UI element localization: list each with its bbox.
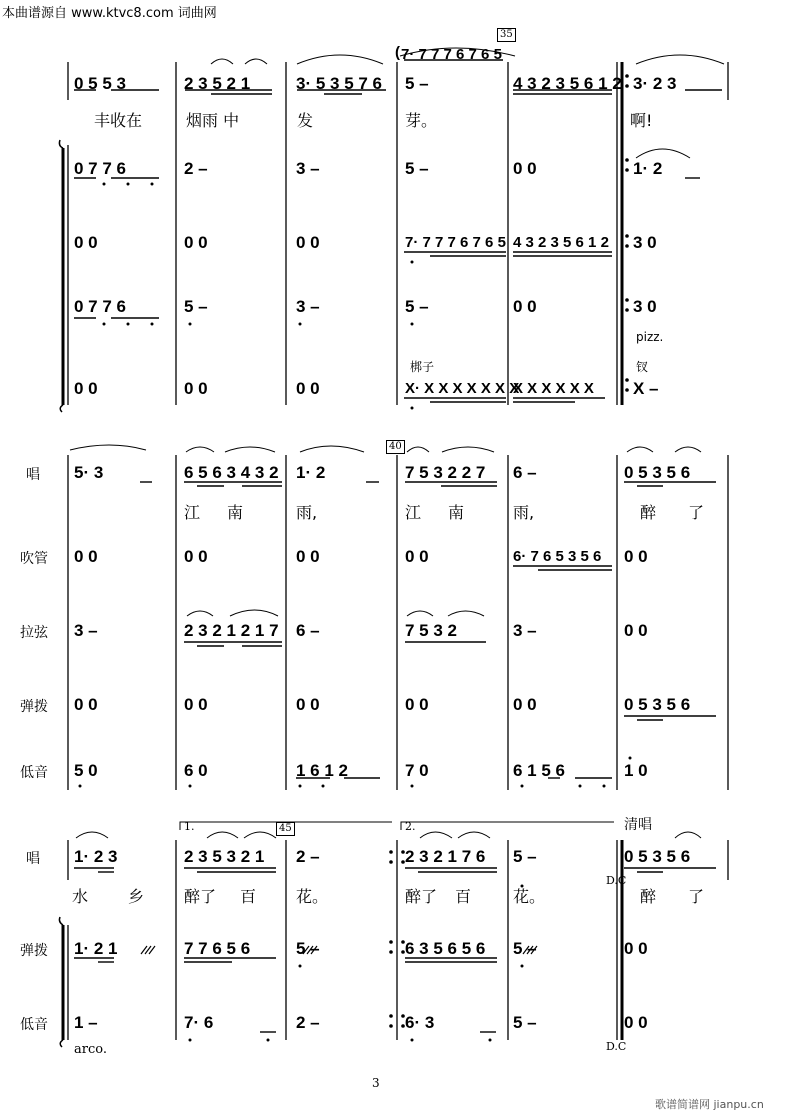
erhu-m4: 7· 7 7 7 6 7 6 5 <box>405 234 506 251</box>
page-number: 3 <box>372 1076 380 1090</box>
vocal-m5: 4 3 2 3 5 6 1 2 <box>513 74 622 93</box>
vocal-m6: 3· 2 3 <box>633 74 677 93</box>
wind2-m2: 0 0 <box>184 547 208 566</box>
strings2-m6: 0 0 <box>624 621 648 640</box>
bass3-m1: 1 – <box>74 1013 98 1032</box>
vocal-m4: 5 – <box>405 74 429 93</box>
pluck3-m1: 1· 2 1 <box>74 939 118 958</box>
erhu-m6: 3 0 <box>633 233 657 252</box>
lyric: 醉 <box>640 887 657 906</box>
strings2-m3: 6 – <box>296 621 320 640</box>
bass3-m4: 6· 3 <box>405 1013 435 1032</box>
lyric: 南 <box>227 503 244 522</box>
bass3-m3: 2 – <box>296 1013 320 1032</box>
lyric: 雨, <box>296 503 318 522</box>
part-label-pluck: 弹拨 <box>20 699 48 715</box>
paren-open: ( <box>395 44 400 61</box>
bass2-m5: 6 1 5 6 <box>513 761 565 780</box>
volta-1: 1. <box>184 820 195 833</box>
lyric: 醉 <box>640 503 657 522</box>
vocal-m1: 0 5 5 3 <box>74 74 126 93</box>
pluck2-m1: 0 0 <box>74 695 98 714</box>
wind-m1: 0 7 7 6 <box>74 159 126 178</box>
bass2-m6: 1 0 <box>624 761 648 780</box>
bass2-m2: 6 0 <box>184 761 208 780</box>
lyric: 醉了 <box>184 887 217 906</box>
wind-m4: 5 – <box>405 159 429 178</box>
erhu-m3: 0 0 <box>296 233 320 252</box>
vocal3-m3: 2 – <box>296 847 320 866</box>
vocal-m3: 3· 5 3 5 7 6 <box>296 74 383 93</box>
lyric: 发 <box>297 111 314 130</box>
source-header: 本曲谱源自 www.ktvc8.com 词曲网 <box>2 6 217 21</box>
pluck-m4: 5 – <box>405 297 429 316</box>
part-label-bass: 低音 <box>20 1017 48 1033</box>
bass2-m1: 5 0 <box>74 761 98 780</box>
vocal3-m4: 2 3 2 1 7 6 <box>405 847 486 866</box>
vocal3-m1: 1· 2 3 <box>74 847 118 866</box>
wind-m3: 3 – <box>296 159 320 178</box>
perc-m3: 0 0 <box>296 379 320 398</box>
strings2-m4: 7 5 3 2 <box>405 621 457 640</box>
vocal3-m5: 5 – <box>513 847 537 866</box>
erhu-m5: 4 3 2 3 5 6 1 2 <box>513 234 609 251</box>
part-label-bass: 低音 <box>20 765 48 781</box>
lyric: 南 <box>448 503 465 522</box>
vocal2-m5: 6 – <box>513 463 537 482</box>
vocal-m2: 2 3 5 2 1 <box>184 74 251 93</box>
wind2-m1: 0 0 <box>74 547 98 566</box>
wind-m2: 2 – <box>184 159 208 178</box>
pluck2-m3: 0 0 <box>296 695 320 714</box>
lyric: 芽。 <box>405 111 438 130</box>
part-label-pluck: 弹拨 <box>20 943 48 959</box>
vocal3-m6: 0 5 3 5 6 <box>624 847 691 866</box>
pluck3-m4: 6 3 5 6 5 6 <box>405 939 486 958</box>
lyric: 花。 <box>513 887 546 906</box>
pluck-m1: 0 7 7 6 <box>74 297 126 316</box>
wind-m6: 1· 2 <box>633 159 663 178</box>
vocal3-m2: 2 3 5 3 2 1 <box>184 847 265 866</box>
wind2-m5: 6· 7 6 5 3 5 6 <box>513 548 602 565</box>
bass3-m6: 0 0 <box>624 1013 648 1032</box>
wind2-m3: 0 0 <box>296 547 320 566</box>
bass3-m5: 5 – <box>513 1013 537 1032</box>
perc-m2: 0 0 <box>184 379 208 398</box>
pluck3-m5: 5 – <box>513 939 537 958</box>
vocal2-m6: 0 5 3 5 6 <box>624 463 691 482</box>
pluck-m3: 3 – <box>296 297 320 316</box>
perc-m4: X· X X X X X X X <box>405 380 520 397</box>
pizz-mark: pizz. <box>636 330 664 344</box>
erhu-m2: 0 0 <box>184 233 208 252</box>
perc-label: 梆子 <box>410 360 435 374</box>
lyric: 了 <box>688 503 705 522</box>
lyric: 花。 <box>296 887 329 906</box>
bass3-m2: 7· 6 <box>184 1013 214 1032</box>
arco-mark: arco. <box>74 1042 107 1057</box>
pluck-m2: 5 – <box>184 297 208 316</box>
wind-m5: 0 0 <box>513 159 537 178</box>
perc-m5: X X X X X X <box>513 380 594 397</box>
pluck3-m2: 7 7 6 5 6 <box>184 939 251 958</box>
lyric: 水 <box>72 887 89 906</box>
part-label-strings: 拉弦 <box>20 625 48 641</box>
volta-2: 2. <box>405 820 416 833</box>
bass2-m3: 1 6 1 2 <box>296 761 348 780</box>
rehearsal-35: 35 <box>497 28 516 42</box>
lyric: 江 <box>405 503 422 522</box>
lyric: 百 <box>455 887 472 906</box>
lyric: 丰收在 <box>94 111 143 130</box>
pluck3-m6: 0 0 <box>624 939 648 958</box>
vocal2-m3: 1· 2 <box>296 463 326 482</box>
pluck2-m4: 0 0 <box>405 695 429 714</box>
lyric: 江 <box>184 503 201 522</box>
vocal2-m4: 7 5 3 2 2 7 <box>405 463 486 482</box>
perc-m6: X – <box>633 379 659 398</box>
strings2-m5: 3 – <box>513 621 537 640</box>
vocal2-m2: 6 5 6 3 4 3 2 <box>184 463 279 482</box>
pluck-m5: 0 0 <box>513 297 537 316</box>
perc-m1: 0 0 <box>74 379 98 398</box>
bass2-m4: 7 0 <box>405 761 429 780</box>
vocal2-m1: 5· 3 <box>74 463 104 482</box>
lyric: 百 <box>240 887 257 906</box>
pluck2-m6: 0 5 3 5 6 <box>624 695 691 714</box>
pluck2-m5: 0 0 <box>513 695 537 714</box>
strings2-m2: 2 3 2 1 2 1 7 <box>184 621 279 640</box>
pluck2-m2: 0 0 <box>184 695 208 714</box>
lyric: 啊! <box>630 111 653 130</box>
flute-cue: 7· 7 7 7 6 7 6 5 <box>401 46 502 63</box>
strings2-m1: 3 – <box>74 621 98 640</box>
lyric: 乡 <box>128 887 145 906</box>
cymbal-label: 钗 <box>636 360 649 374</box>
lyric: 烟雨 中 <box>186 111 240 130</box>
lyric: 醉了 <box>405 887 438 906</box>
erhu-m1: 0 0 <box>74 233 98 252</box>
dc-mark: D.C <box>606 1040 627 1053</box>
part-label-vocal: 唱 <box>26 467 40 483</box>
rehearsal-40: 40 <box>386 440 405 454</box>
pluck-m6: 3 0 <box>633 297 657 316</box>
qingchang-mark: 清唱 <box>624 817 652 833</box>
wind2-m6: 0 0 <box>624 547 648 566</box>
lyric: 雨, <box>513 503 535 522</box>
dc-mark: D.C <box>606 874 627 887</box>
watermark: 歌谱简谱网 jianpu.cn <box>655 1098 764 1111</box>
part-label-wind: 吹管 <box>20 551 48 567</box>
part-label-vocal: 唱 <box>26 851 40 867</box>
rehearsal-45: 45 <box>276 822 295 836</box>
wind2-m4: 0 0 <box>405 547 429 566</box>
lyric: 了 <box>688 887 705 906</box>
pluck3-m3: 5 – <box>296 939 320 958</box>
